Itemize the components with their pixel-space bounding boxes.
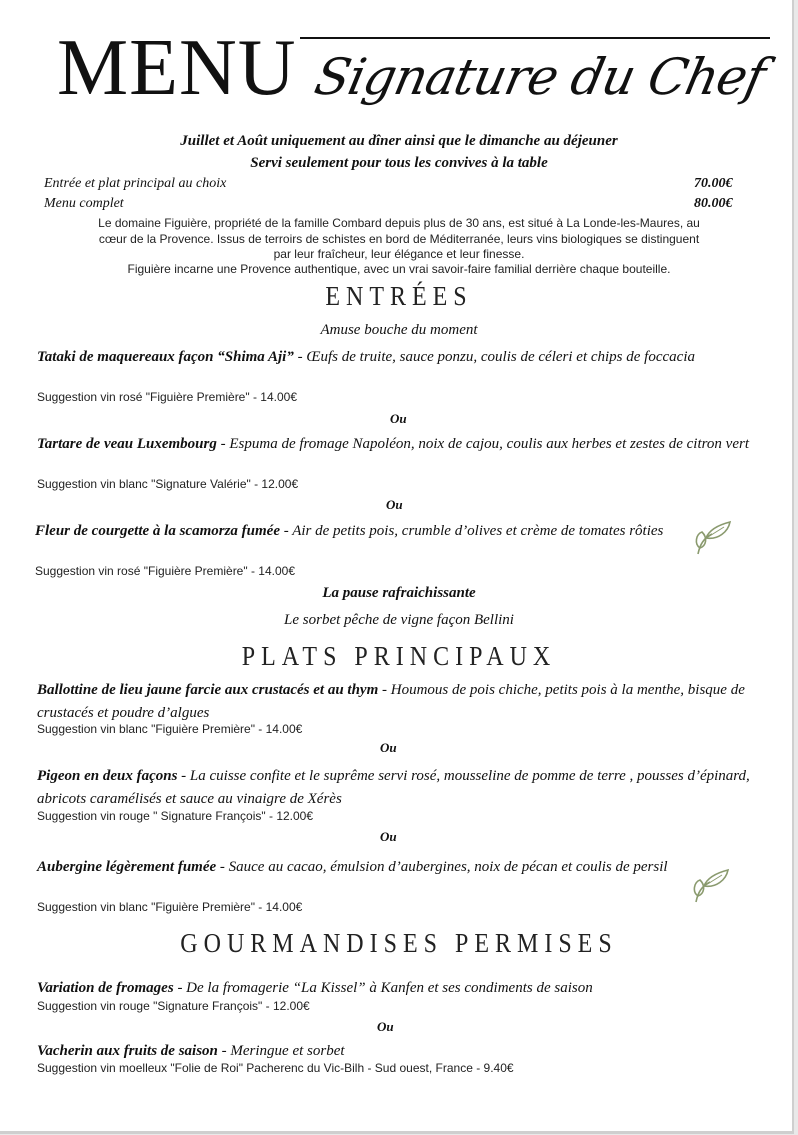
- dish-name: Tartare de veau Luxembourg: [37, 436, 217, 452]
- header-rule: [300, 37, 770, 39]
- section-title-plats: PLATS PRINCIPAUX: [241, 641, 557, 672]
- ou-separator: Ou: [380, 829, 397, 844]
- dish-entree-1: [37, 346, 757, 369]
- wine-suggestion: Suggestion vin rouge "Signature François" - 12.00€: [37, 999, 310, 1013]
- dish-entree-3: [35, 520, 675, 543]
- formula-label-2: Menu complet: [44, 196, 124, 211]
- dish-name: Ballottine de lieu jaune farcie aux crustacés et au thym: [37, 682, 379, 698]
- dish-gourmandise-1: [37, 977, 777, 1000]
- menu-title: MENU: [57, 24, 297, 112]
- dish-description: - Œufs de truite, sauce ponzu, coulis de céleri et chips de foccacia: [293, 349, 695, 365]
- section-title-gourmandises: GOURMANDISES PERMISES: [180, 928, 618, 959]
- ou-separator: Ou: [386, 497, 403, 512]
- wine-suggestion: Suggestion vin rouge " Signature François" - 12.00€: [37, 809, 314, 823]
- wine-suggestion: Suggestion vin moelleux "Folie de Roi" Pacherenc du Vic-Bilh - Sud ouest, France - 9.40€: [37, 1061, 514, 1075]
- ou-separator: Ou: [377, 1019, 394, 1034]
- dish-description: - La cuisse confite et le suprême servi rosé, mousseline de pomme de terre , pousses d’épinard, abricots caramélisés et sauce au vinaigre de Xérès: [37, 768, 750, 807]
- dish-name: Pigeon en deux façons: [37, 768, 178, 784]
- dish-description: - Espuma de fromage Napoléon, noix de cajou, coulis aux herbes et zestes de citron vert: [216, 436, 749, 452]
- dish-name: Vacherin aux fruits de saison: [37, 1043, 218, 1059]
- wine-suggestion: Suggestion vin rosé "Figuière Première" - 14.00€: [37, 390, 297, 404]
- pause-item: Le sorbet pêche de vigne façon Bellini: [284, 612, 514, 628]
- dish-description: - Houmous de pois chiche, petits pois à la menthe, bisque de crustacés et poudre d’algues: [37, 682, 745, 721]
- formula-label-1: Entrée et plat principal au choix: [44, 176, 227, 191]
- dish-plat-2: [37, 765, 757, 811]
- description-line-1: Le domaine Figuière, propriété de la famille Combard depuis plus de 30 ans, est situé à La Londe-les-Maures, au: [98, 216, 700, 230]
- section-title-entrees: ENTRÉES: [325, 281, 473, 312]
- description-line-2: cœur de la Provence. Issus de terroirs de schistes en bord de Méditerranée, leurs vins biologiques se distinguent: [98, 232, 700, 246]
- wine-suggestion: Suggestion vin blanc "Figuière Première" - 14.00€: [37, 722, 303, 736]
- ou-separator: Ou: [390, 411, 407, 426]
- dish-name: Variation de fromages: [37, 980, 174, 996]
- dish-gourmandise-2: [37, 1040, 757, 1063]
- leaf-icon: [692, 518, 732, 558]
- wine-suggestion: Suggestion vin rosé "Figuière Première" - 14.00€: [35, 564, 295, 578]
- wine-suggestion: Suggestion vin blanc "Signature Valérie" - 12.00€: [37, 477, 299, 491]
- pause-title: La pause rafraichissante: [322, 585, 476, 601]
- description-line-3: par leur fraîcheur, leur élégance et leur finesse.: [273, 247, 525, 261]
- dish-name: Aubergine légèrement fumée: [37, 859, 217, 875]
- dish-name: Tataki de maquereaux façon “Shima Aji”: [37, 349, 294, 365]
- description-line-4: Figuière incarne une Provence authentique, avec un vrai savoir-faire familial derrière chaque bouteille.: [127, 262, 671, 276]
- formula-price-1: 70.00€: [694, 176, 733, 191]
- dish-plat-1: [37, 679, 757, 725]
- intro-line-2: Servi seulement pour tous les convives à la table: [250, 155, 548, 171]
- wine-suggestion: Suggestion vin blanc "Figuière Première" - 14.00€: [37, 900, 303, 914]
- dish-plat-3: [37, 856, 727, 879]
- intro-line-1: Juillet et Août uniquement au dîner ainsi que le dimanche au déjeuner: [180, 133, 618, 149]
- leaf-icon: [690, 866, 730, 906]
- formula-price-2: 80.00€: [694, 196, 733, 211]
- amuse-bouche: Amuse bouche du moment: [320, 322, 478, 338]
- dish-description: - Air de petits pois, crumble d’olives et crème de tomates rôties: [279, 523, 664, 539]
- ou-separator: Ou: [380, 740, 397, 755]
- signature-title: Signature du Chef: [309, 48, 770, 106]
- dish-entree-2: [37, 433, 757, 456]
- dish-description: - De la fromagerie “La Kissel” à Kanfen et ses condiments de saison: [173, 980, 593, 996]
- dish-description: - Sauce au cacao, émulsion d’aubergines, noix de pécan et coulis de persil: [216, 859, 668, 875]
- dish-name: Fleur de courgette à la scamorza fumée: [35, 523, 280, 539]
- dish-description: - Meringue et sorbet: [217, 1043, 345, 1059]
